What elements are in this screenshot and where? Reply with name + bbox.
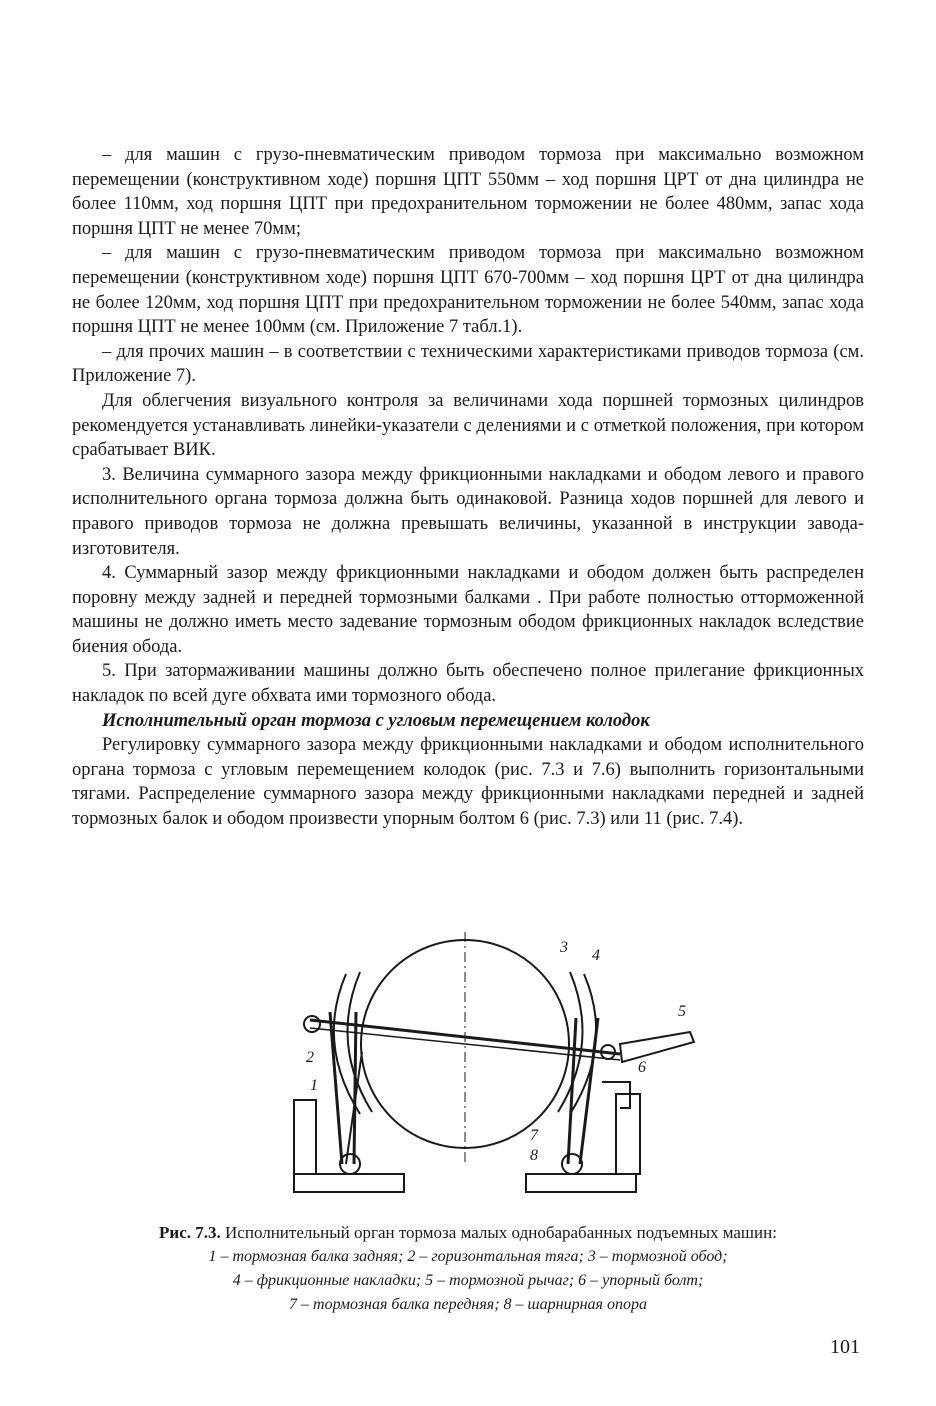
- caption-title-line: [72, 1221, 864, 1245]
- front-foundation: [526, 1174, 636, 1192]
- label-5: 5: [678, 1003, 686, 1020]
- rear-brake-shoe: [348, 972, 373, 1112]
- label-1: 1: [310, 1077, 318, 1094]
- front-hinge-support: [562, 1154, 582, 1174]
- label-4: 4: [592, 947, 600, 964]
- brake-drawing-figure: [290, 932, 710, 1204]
- rear-beam-left-edge: [330, 1012, 342, 1164]
- section-heading: Исполнительный орган тормоза с угловым перемещением колодок: [102, 710, 650, 731]
- brake-drawing: [290, 932, 710, 1204]
- caption-title: Исполнительный орган тормоза малых однобарабанных подъемных машин:: [225, 1223, 777, 1242]
- body-text: [72, 143, 864, 832]
- rear-beam-right-edge: [354, 1012, 356, 1164]
- paragraph-7: 5. При затормаживании машины должно быть обеспечено полное прилегание фрикционных накладок по всей дуге обхвата ими тормозного обода.: [72, 661, 864, 707]
- figure-caption: [72, 1221, 864, 1317]
- rear-foundation-wall: [294, 1100, 316, 1174]
- rear-foundation: [294, 1174, 404, 1192]
- label-8: 8: [530, 1147, 538, 1164]
- section-paragraph: Регулировку суммарного зазора между фрикционными накладками и ободом исполнительного органа тормоза с угловым перемещением колодок (рис. 7.3 и 7.6) выполнить горизонтальными тягами. Распределение суммарного зазора между фрикционными накладками передней и задней тормозных балок и ободом произвести упорным болтом 6 (рис. 7.3) или 11 (рис. 7.4).: [72, 735, 864, 830]
- paragraph-4: Для облегчения визуального контроля за величинами хода поршней тормозных цилиндров рекомендуется устанавливать линейки-указатели с делениями и с отметкой положения, при котором срабатывает ВИК.: [72, 390, 864, 461]
- front-foundation-wall: [616, 1094, 640, 1174]
- paragraph-6: 4. Суммарный зазор между фрикционными накладками и ободом должен быть распределен поровну между задней и передней тормозными балками . При работе полностью отторможенной машины не должно иметь место задевание тормозным ободом фрикционных накладок вследствие биения обода.: [72, 563, 864, 657]
- front-brake-shoe: [558, 972, 583, 1112]
- rear-rod-pivot: [304, 1016, 320, 1032]
- label-6: 6: [638, 1059, 646, 1076]
- caption-legend-line-3: 7 – тормозная балка передняя; 8 – шарнирная опора: [289, 1296, 647, 1313]
- page-number: 101: [830, 1336, 860, 1358]
- caption-legend-line-1: 1 – тормозная балка задняя; 2 – горизонтальная тяга; 3 – тормозной обод;: [208, 1248, 728, 1265]
- rear-hinge-support: [340, 1154, 360, 1174]
- label-2: 2: [306, 1049, 314, 1066]
- label-7: 7: [530, 1127, 538, 1144]
- brake-lever: [620, 1032, 694, 1062]
- caption-legend-line-2: 4 – фрикционные накладки; 5 – тормозной рычаг; 6 – упорный болт;: [232, 1272, 704, 1289]
- paragraph-2: – для машин с грузо-пневматическим приводом тормоза при максимально возможном перемещении (конструктивном ходе) поршня ЦПТ 670-700мм – ход поршня ЦРТ от дна цилиндра не более 120мм, ход поршня ЦПТ при предохранительном торможении не более 540мм, запас хода поршня ЦПТ не менее 100мм (см. Приложение 7 табл.1).: [72, 243, 864, 338]
- caption-figure-number: Рис. 7.3.: [159, 1223, 221, 1242]
- paragraph-5: 3. Величина суммарного зазора между фрикционными накладками и ободом левого и правого исполнительного органа тормоза должна быть одинаковой. Разница ходов поршней для левого и правого приводов тормоза не должна превышать величины, указанной в инструкции завода-изготовителя.: [72, 464, 864, 559]
- paragraph-1: – для машин с грузо-пневматическим приводом тормоза при максимально возможном перемещении (конструктивном ходе) поршня ЦПТ 550мм – ход поршня ЦРТ от дна цилиндра не более 110мм, ход поршня ЦПТ при предохранительном торможении не более 480мм, запас хода поршня ЦПТ не менее 70мм;: [72, 145, 864, 239]
- paragraph-3: – для прочих машин – в соответствии с техническими характеристиками приводов тормоза (см. Приложение 7).: [72, 341, 864, 387]
- label-3: 3: [560, 939, 568, 956]
